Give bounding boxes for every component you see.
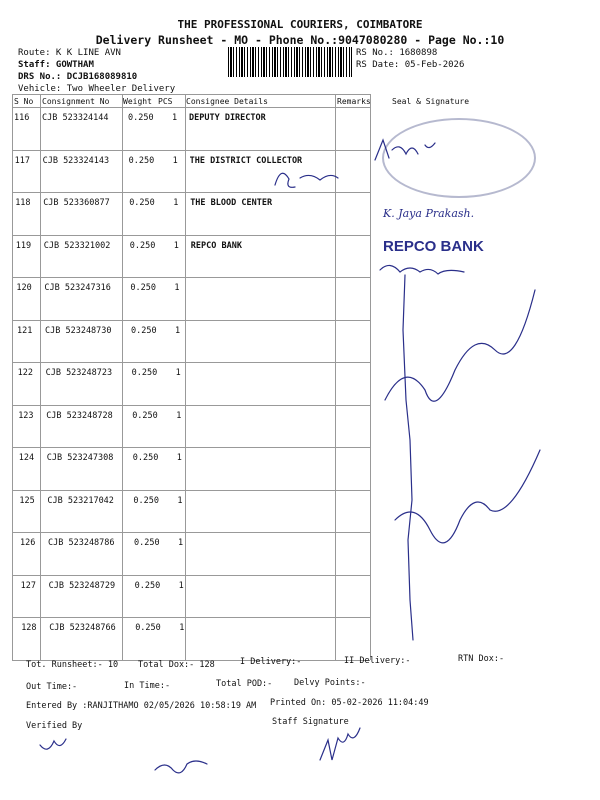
cell-pcs: 1	[173, 198, 179, 208]
cell-consignment: CJB 523321002	[43, 240, 111, 251]
cell-weight: 0.250	[135, 623, 161, 633]
cell-sno: 118	[15, 198, 31, 208]
cell-consignee: THE DISTRICT COLLECTOR	[189, 155, 303, 166]
printed-on: Printed On: 05-02-2026 11:04:49	[270, 698, 429, 708]
cell-weight: 0.250	[129, 198, 155, 208]
verified-by: Verified By	[26, 721, 83, 731]
cell-consignment: CJB 523248766	[49, 623, 116, 633]
cell-pcs: 1	[178, 538, 184, 548]
company-title: THE PROFESSIONAL COURIERS, COIMBATORE	[177, 18, 423, 31]
rs-date: RS Date: 05-Feb-2026	[356, 60, 465, 70]
rtn-dox: RTN Dox:-	[458, 654, 505, 664]
cell-weight: 0.250	[128, 155, 155, 166]
cell-pcs: 1	[172, 113, 178, 123]
tot-runsheet: Tot. Runsheet:- 10	[26, 660, 119, 670]
receiver-name-handwriting: K. Jaya Prakash.	[383, 207, 475, 220]
col-sno: S No	[14, 97, 34, 106]
cell-sno: 126	[20, 538, 36, 548]
drs-label: DRS No.: DCJB168089810	[18, 72, 138, 82]
cell-pcs: 1	[175, 368, 181, 378]
cell-weight: 0.250	[134, 538, 160, 548]
cell-weight: 0.250	[131, 325, 157, 336]
route-label: Route: K K LINE AVN	[18, 48, 121, 58]
cell-pcs: 1	[179, 623, 185, 633]
cell-weight: 0.250	[130, 283, 156, 293]
cell-sno: 125	[19, 495, 35, 506]
cell-sno: 122	[17, 368, 33, 378]
cell-consignment: CJB 523248786	[48, 538, 115, 548]
total-dox: Total Dox:- 128	[138, 660, 215, 670]
cell-consignment: CJB 523248728	[46, 410, 113, 421]
cell-weight: 0.250	[133, 495, 159, 506]
repco-bank-stamp: REPCO BANK	[383, 238, 484, 255]
cell-weight: 0.250	[129, 240, 156, 251]
cell-consignment: CJB 523247316	[44, 283, 111, 293]
cell-consignee: REPCO BANK	[190, 240, 242, 251]
cell-pcs: 1	[173, 240, 179, 251]
cell-consignment: CJB 523217042	[47, 495, 114, 506]
cell-consignment: CJB 523324144	[42, 113, 109, 123]
cell-weight: 0.250	[128, 113, 154, 123]
cell-consignee: THE BLOOD CENTER	[190, 198, 273, 208]
ii-delivery: II Delivery:-	[344, 656, 411, 666]
runsheet-subtitle: Delivery Runsheet - MO - Phone No.:9047080280 - Page No.:10	[95, 33, 505, 47]
cell-sno: 127	[20, 580, 36, 591]
cell-consignment: CJB 523324143	[42, 155, 110, 166]
col-consignment: Consignment No	[42, 97, 110, 106]
i-delivery: I Delivery:-	[240, 657, 302, 667]
cell-pcs: 1	[176, 410, 182, 421]
col-consignee: Consignee Details	[186, 97, 268, 106]
cell-pcs: 1	[174, 283, 180, 293]
rs-number: RS No.: 1680898	[356, 48, 438, 58]
cell-sno: 117	[14, 155, 30, 166]
out-time: Out Time:-	[26, 682, 78, 692]
cell-sno: 120	[16, 283, 32, 293]
staff-label: Staff: GOWTHAM	[18, 60, 94, 70]
cell-consignment: CJB 523248729	[48, 580, 116, 591]
delvy-points: Delvy Points:-	[294, 678, 366, 688]
cell-sno: 116	[14, 113, 30, 123]
cell-consignment: CJB 523247308	[46, 453, 114, 463]
cell-sno: 128	[21, 623, 37, 633]
cell-pcs: 1	[175, 325, 181, 336]
total-pod: Total POD:-	[216, 679, 273, 689]
col-pcs: PCS	[158, 97, 173, 106]
col-seal-signature: Seal & Signature	[392, 97, 470, 106]
cell-sno: 119	[15, 240, 32, 251]
staff-signature: Staff Signature	[272, 717, 349, 727]
cell-weight: 0.250	[134, 580, 161, 591]
col-remarks: Remarks	[337, 97, 371, 106]
in-time: In Time:-	[124, 681, 171, 691]
cell-sno: 121	[17, 325, 33, 336]
cell-pcs: 1	[176, 453, 182, 463]
cell-pcs: 1	[172, 155, 178, 166]
cell-consignment: CJB 523248723	[45, 368, 113, 378]
cell-consignee: DEPUTY DIRECTOR	[189, 113, 266, 123]
cell-pcs: 1	[178, 580, 184, 591]
cell-pcs: 1	[177, 495, 183, 506]
cell-sno: 123	[18, 410, 34, 421]
cell-weight: 0.250	[132, 453, 159, 463]
col-weight: Weight	[123, 97, 152, 106]
cell-consignment: CJB 523360877	[43, 198, 110, 208]
entered-by: Entered By :RANJITHAMO 02/05/2026 10:58:19 AM	[26, 701, 257, 711]
vehicle-label: Vehicle: Two Wheeler Delivery	[18, 84, 176, 94]
cell-weight: 0.250	[132, 410, 158, 421]
cell-sno: 124	[18, 453, 35, 463]
cell-weight: 0.250	[131, 368, 158, 378]
cell-consignment: CJB 523248730	[45, 325, 112, 336]
